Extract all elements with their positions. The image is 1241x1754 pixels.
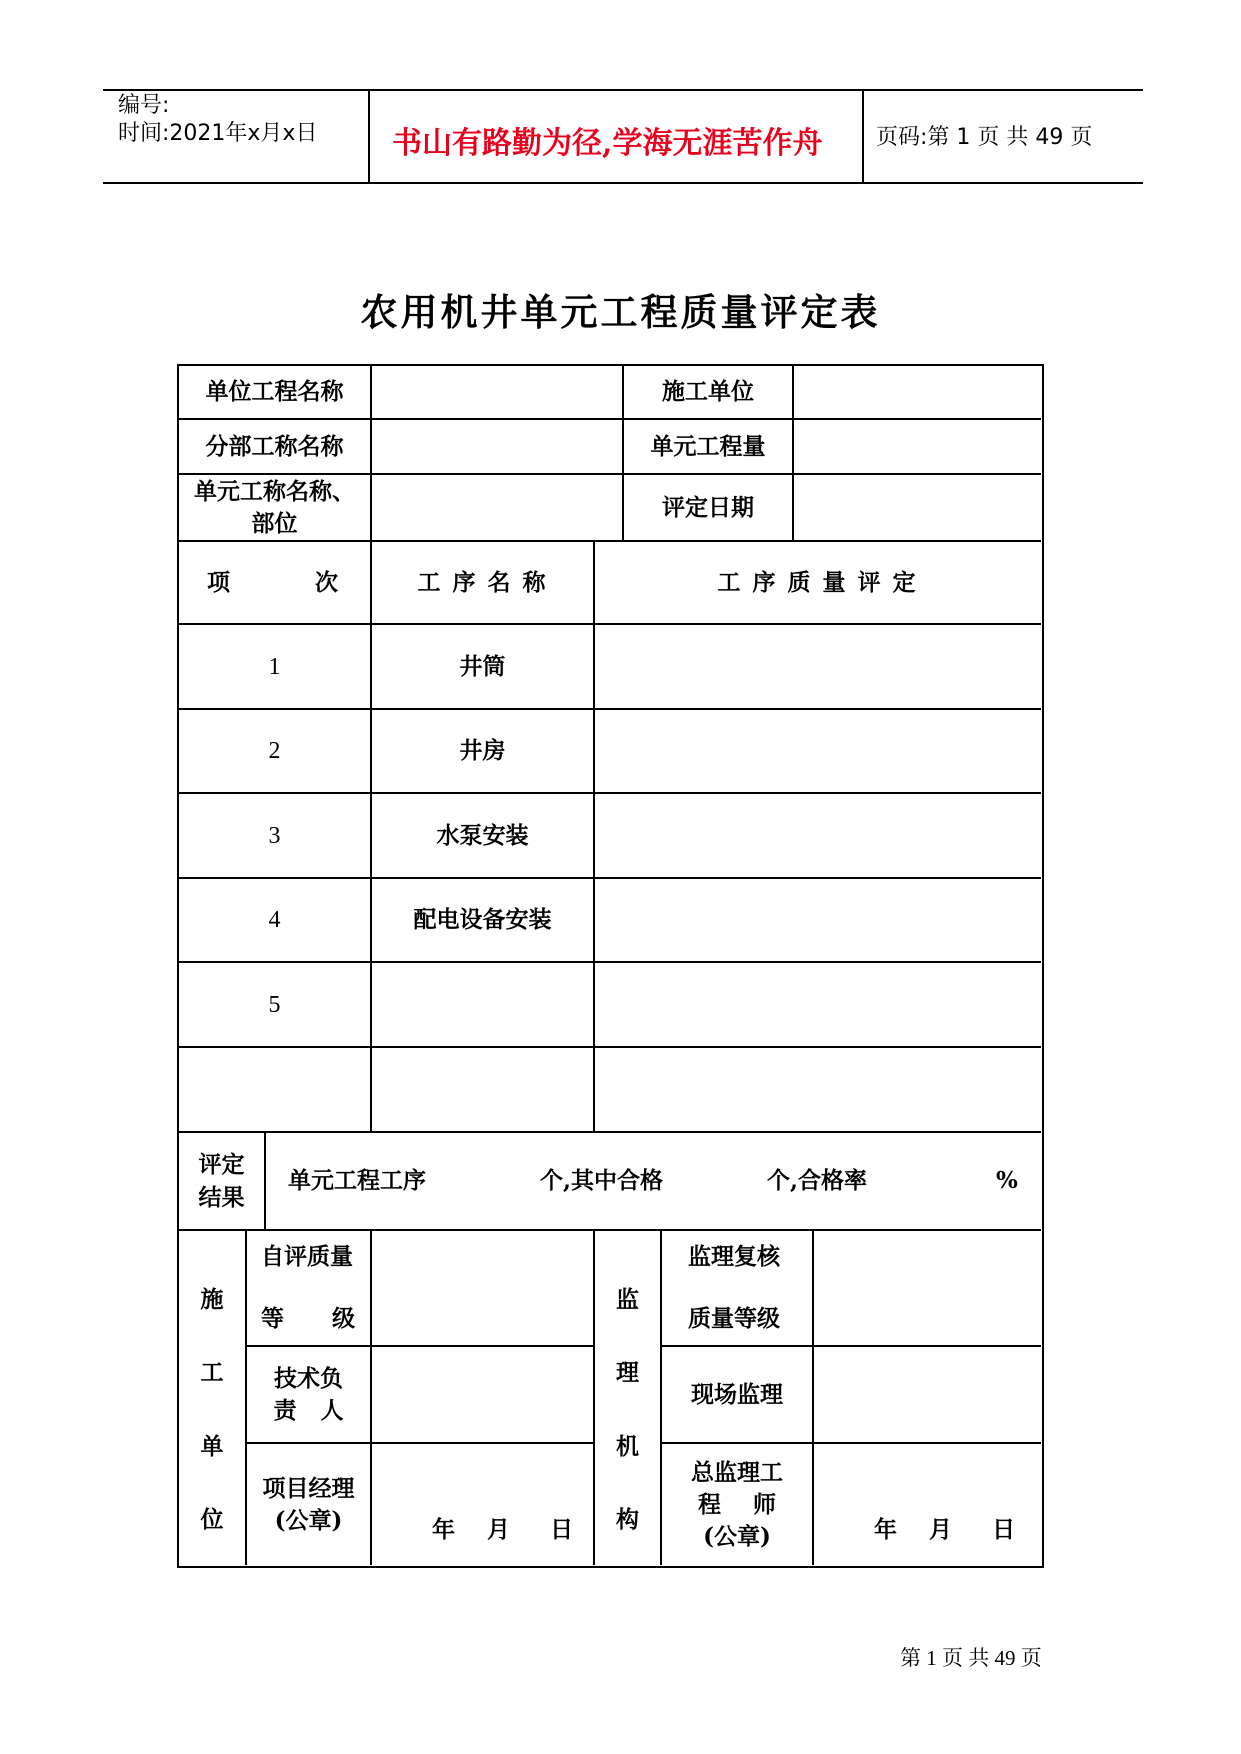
construction-unit-value[interactable] [794, 366, 1040, 418]
project-manager-label [247, 1444, 370, 1565]
process-quality-cell[interactable] [595, 710, 1040, 792]
construction-unit-side-label [179, 1231, 245, 1565]
element-quantity-label: 单元工程量 [650, 432, 766, 460]
review-quality-line2: 质量等级 [688, 1305, 780, 1332]
project-manager-line2: (公章) [274, 1506, 343, 1534]
process-name: 水泵安装 [436, 821, 529, 849]
row-number: 1 [268, 653, 281, 680]
tech-lead-label [247, 1347, 370, 1442]
chief-supervisor-line2: 程 师 [697, 1490, 777, 1518]
supervision-date: 年 月 日 [874, 1516, 1016, 1543]
element-name-line1: 单元工称名称、 [194, 477, 355, 505]
header-divider [862, 89, 864, 183]
process-quality-cell[interactable] [595, 963, 1040, 1046]
chief-supervisor-sign-area[interactable] [814, 1444, 1040, 1565]
self-quality-value[interactable] [372, 1231, 593, 1345]
element-quantity-value[interactable] [794, 420, 1040, 473]
process-quality-cell[interactable] [595, 794, 1040, 877]
row-number: 2 [268, 738, 281, 764]
project-manager-line1: 项目经理 [262, 1474, 355, 1502]
assessment-date-label: 评定日期 [662, 493, 754, 521]
side-char: 监 [616, 1285, 639, 1313]
self-quality-label [247, 1231, 370, 1345]
division-project-name-label: 分部工称名称 [205, 432, 344, 460]
page-footer: 第 1 页 共 49 页 [900, 1646, 1042, 1670]
unit-project-name-label: 单位工程名称 [205, 378, 344, 405]
side-char: 施 [200, 1285, 224, 1313]
process-name: 井房 [459, 737, 506, 764]
result-label-line2: 结果 [198, 1184, 245, 1211]
header-divider [368, 89, 370, 183]
site-supervisor-label: 现场监理 [691, 1380, 783, 1408]
tech-lead-line2: 责 人 [273, 1396, 344, 1424]
process-name-column-header: 工 序 名 称 [417, 568, 548, 596]
chief-supervisor-label [662, 1444, 812, 1565]
result-part2: 个,其中合格 [540, 1167, 664, 1194]
result-part3: 个,合格率 [767, 1167, 868, 1194]
item-column-header [179, 542, 370, 623]
review-quality-value[interactable] [814, 1231, 1040, 1345]
chief-supervisor-line3: (公章) [703, 1522, 771, 1550]
process-quality-column-header: 工 序 质 量 评 定 [717, 568, 918, 596]
serial-label: 编号: [118, 93, 170, 118]
element-name-line2: 部位 [251, 509, 298, 537]
side-char: 机 [616, 1432, 639, 1460]
side-char: 构 [616, 1506, 639, 1534]
row-number: 5 [268, 991, 281, 1018]
row-number: 4 [268, 907, 281, 933]
row-number[interactable] [179, 1048, 370, 1131]
chief-supervisor-line1: 总监理工 [691, 1458, 783, 1486]
result-label-line1: 评定 [198, 1151, 245, 1178]
tech-lead-value[interactable] [372, 1347, 593, 1442]
site-supervisor-value[interactable] [814, 1347, 1040, 1442]
result-part1: 单元工程工序 [288, 1167, 426, 1194]
element-name-label [179, 475, 370, 540]
process-name[interactable] [372, 1048, 593, 1131]
division-project-name-value[interactable] [372, 420, 622, 473]
page-code: 页码:第 1 页 共 49 页 [876, 125, 1093, 150]
project-manager-sign-area[interactable] [372, 1444, 593, 1565]
item-header-char: 次 [315, 568, 338, 596]
header-top-rule [103, 89, 1143, 91]
assessment-date-value[interactable] [794, 475, 1040, 540]
review-quality-label [662, 1231, 812, 1345]
process-name[interactable] [372, 963, 593, 1046]
result-percent-sign: % [996, 1167, 1018, 1194]
motto: 书山有路勤为径,学海无涯苦作舟 [392, 126, 823, 161]
self-quality-line2: 等 级 [261, 1305, 356, 1332]
side-char: 工 [200, 1359, 224, 1387]
result-sentence [266, 1133, 1040, 1229]
supervision-side-label [595, 1231, 660, 1565]
process-quality-cell[interactable] [595, 625, 1040, 708]
item-header-char: 项 [207, 568, 230, 596]
construction-date: 年 月 日 [432, 1516, 574, 1543]
result-label [179, 1133, 264, 1229]
process-quality-cell[interactable] [595, 1048, 1040, 1131]
side-char: 单 [200, 1432, 224, 1460]
element-name-value[interactable] [372, 475, 622, 540]
construction-unit-label: 施工单位 [662, 378, 754, 405]
tech-lead-line1: 技术负 [274, 1364, 343, 1392]
process-quality-cell[interactable] [595, 879, 1040, 961]
page-title: 农用机井单元工程质量评定表 [360, 290, 881, 334]
side-char: 理 [616, 1359, 639, 1387]
self-quality-line1: 自评质量 [261, 1243, 353, 1270]
review-quality-line1: 监理复核 [688, 1243, 780, 1270]
time-label: 时间:2021年x月x日 [118, 121, 318, 146]
process-name: 配电设备安装 [413, 906, 552, 933]
unit-project-name-value[interactable] [372, 366, 622, 418]
process-name: 井筒 [459, 652, 506, 680]
row-number: 3 [268, 822, 281, 849]
side-char: 位 [200, 1506, 224, 1534]
header-bottom-rule [103, 182, 1143, 184]
